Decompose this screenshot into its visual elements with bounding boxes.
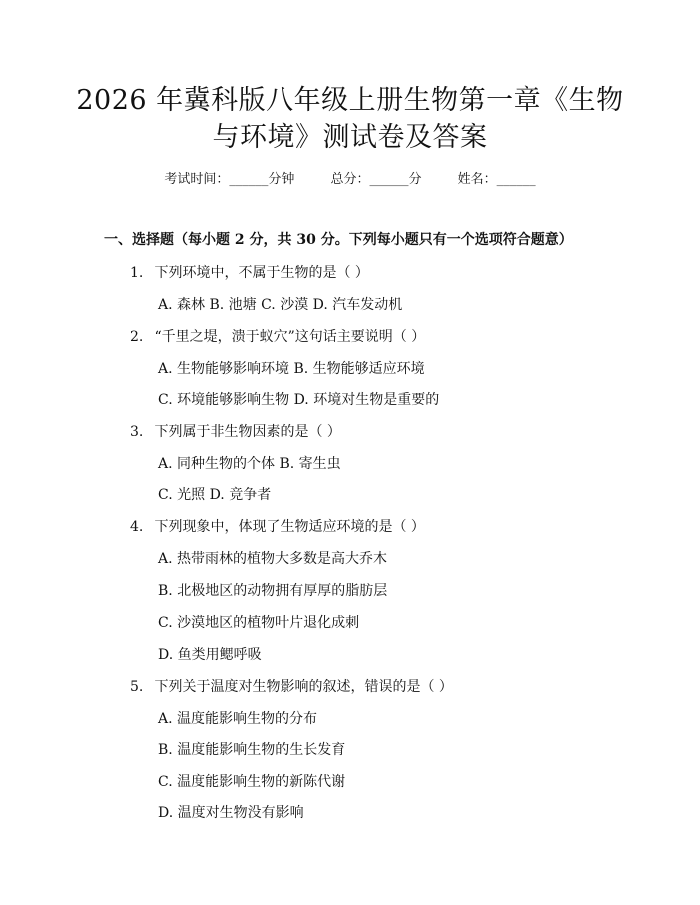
- page-title-line-2: 与环境》测试卷及答案: [212, 122, 488, 153]
- question-5-option-c: C. 温度能影响生物的新陈代谢: [158, 774, 346, 790]
- page-title-line-1: 2026 年冀科版八年级上册生物第一章《生物: [76, 85, 624, 116]
- question-4-option-d: D. 鱼类用鳃呼吸: [158, 647, 262, 663]
- question-5-option-b: B. 温度能影响生物的生长发育: [158, 742, 346, 758]
- question-2-options-cd: C. 环境能够影响生物 D. 环境对生物是重要的: [158, 392, 440, 408]
- question-4: [130, 516, 425, 536]
- question-1-options: A. 森林 B. 池塘 C. 沙漠 D. 汽车发动机: [158, 297, 403, 313]
- question-3: [130, 421, 341, 441]
- question-5-option-d: D. 温度对生物没有影响: [158, 805, 304, 821]
- question-number: 3.: [130, 424, 144, 440]
- question-text: “千里之堤，溃于蚁穴”这句话主要说明（ ）: [154, 329, 426, 345]
- exam-info: [0, 168, 700, 187]
- question-text: 下列属于非生物因素的是（ ）: [154, 424, 341, 440]
- question-2: [130, 326, 425, 346]
- question-5-option-a: A. 温度能影响生物的分布: [158, 711, 318, 727]
- question-3-options-ab: A. 同种生物的个体 B. 寄生虫: [158, 456, 341, 472]
- question-text: 下列现象中，体现了生物适应环境的是（ ）: [154, 519, 425, 535]
- exam-time-field: 考试时间：______分钟: [164, 172, 295, 187]
- question-5: [130, 676, 453, 696]
- question-text: 下列环境中，不属于生物的是（ ）: [154, 265, 369, 281]
- question-number: 2.: [130, 329, 144, 345]
- question-text: 下列关于温度对生物影响的叙述，错误的是（ ）: [154, 679, 453, 695]
- question-4-option-c: C. 沙漠地区的植物叶片退化成刺: [158, 615, 360, 631]
- question-2-options-ab: A. 生物能够影响环境 B. 生物能够适应环境: [158, 361, 425, 377]
- question-1: [130, 262, 369, 282]
- section-heading-choice: 一、选择题（每小题 2 分，共 30 分。下列每小题只有一个选项符合题意）: [104, 232, 573, 248]
- student-name-field: 姓名：______: [457, 172, 536, 187]
- question-4-option-a: A. 热带雨林的植物大多数是高大乔木: [158, 551, 388, 567]
- question-number: 5.: [130, 679, 144, 695]
- question-3-options-cd: C. 光照 D. 竞争者: [158, 487, 272, 503]
- question-4-option-b: B. 北极地区的动物拥有厚厚的脂肪层: [158, 583, 388, 599]
- question-number: 1.: [130, 265, 144, 281]
- question-number: 4.: [130, 519, 144, 535]
- total-score-field: 总分：______分: [330, 172, 422, 187]
